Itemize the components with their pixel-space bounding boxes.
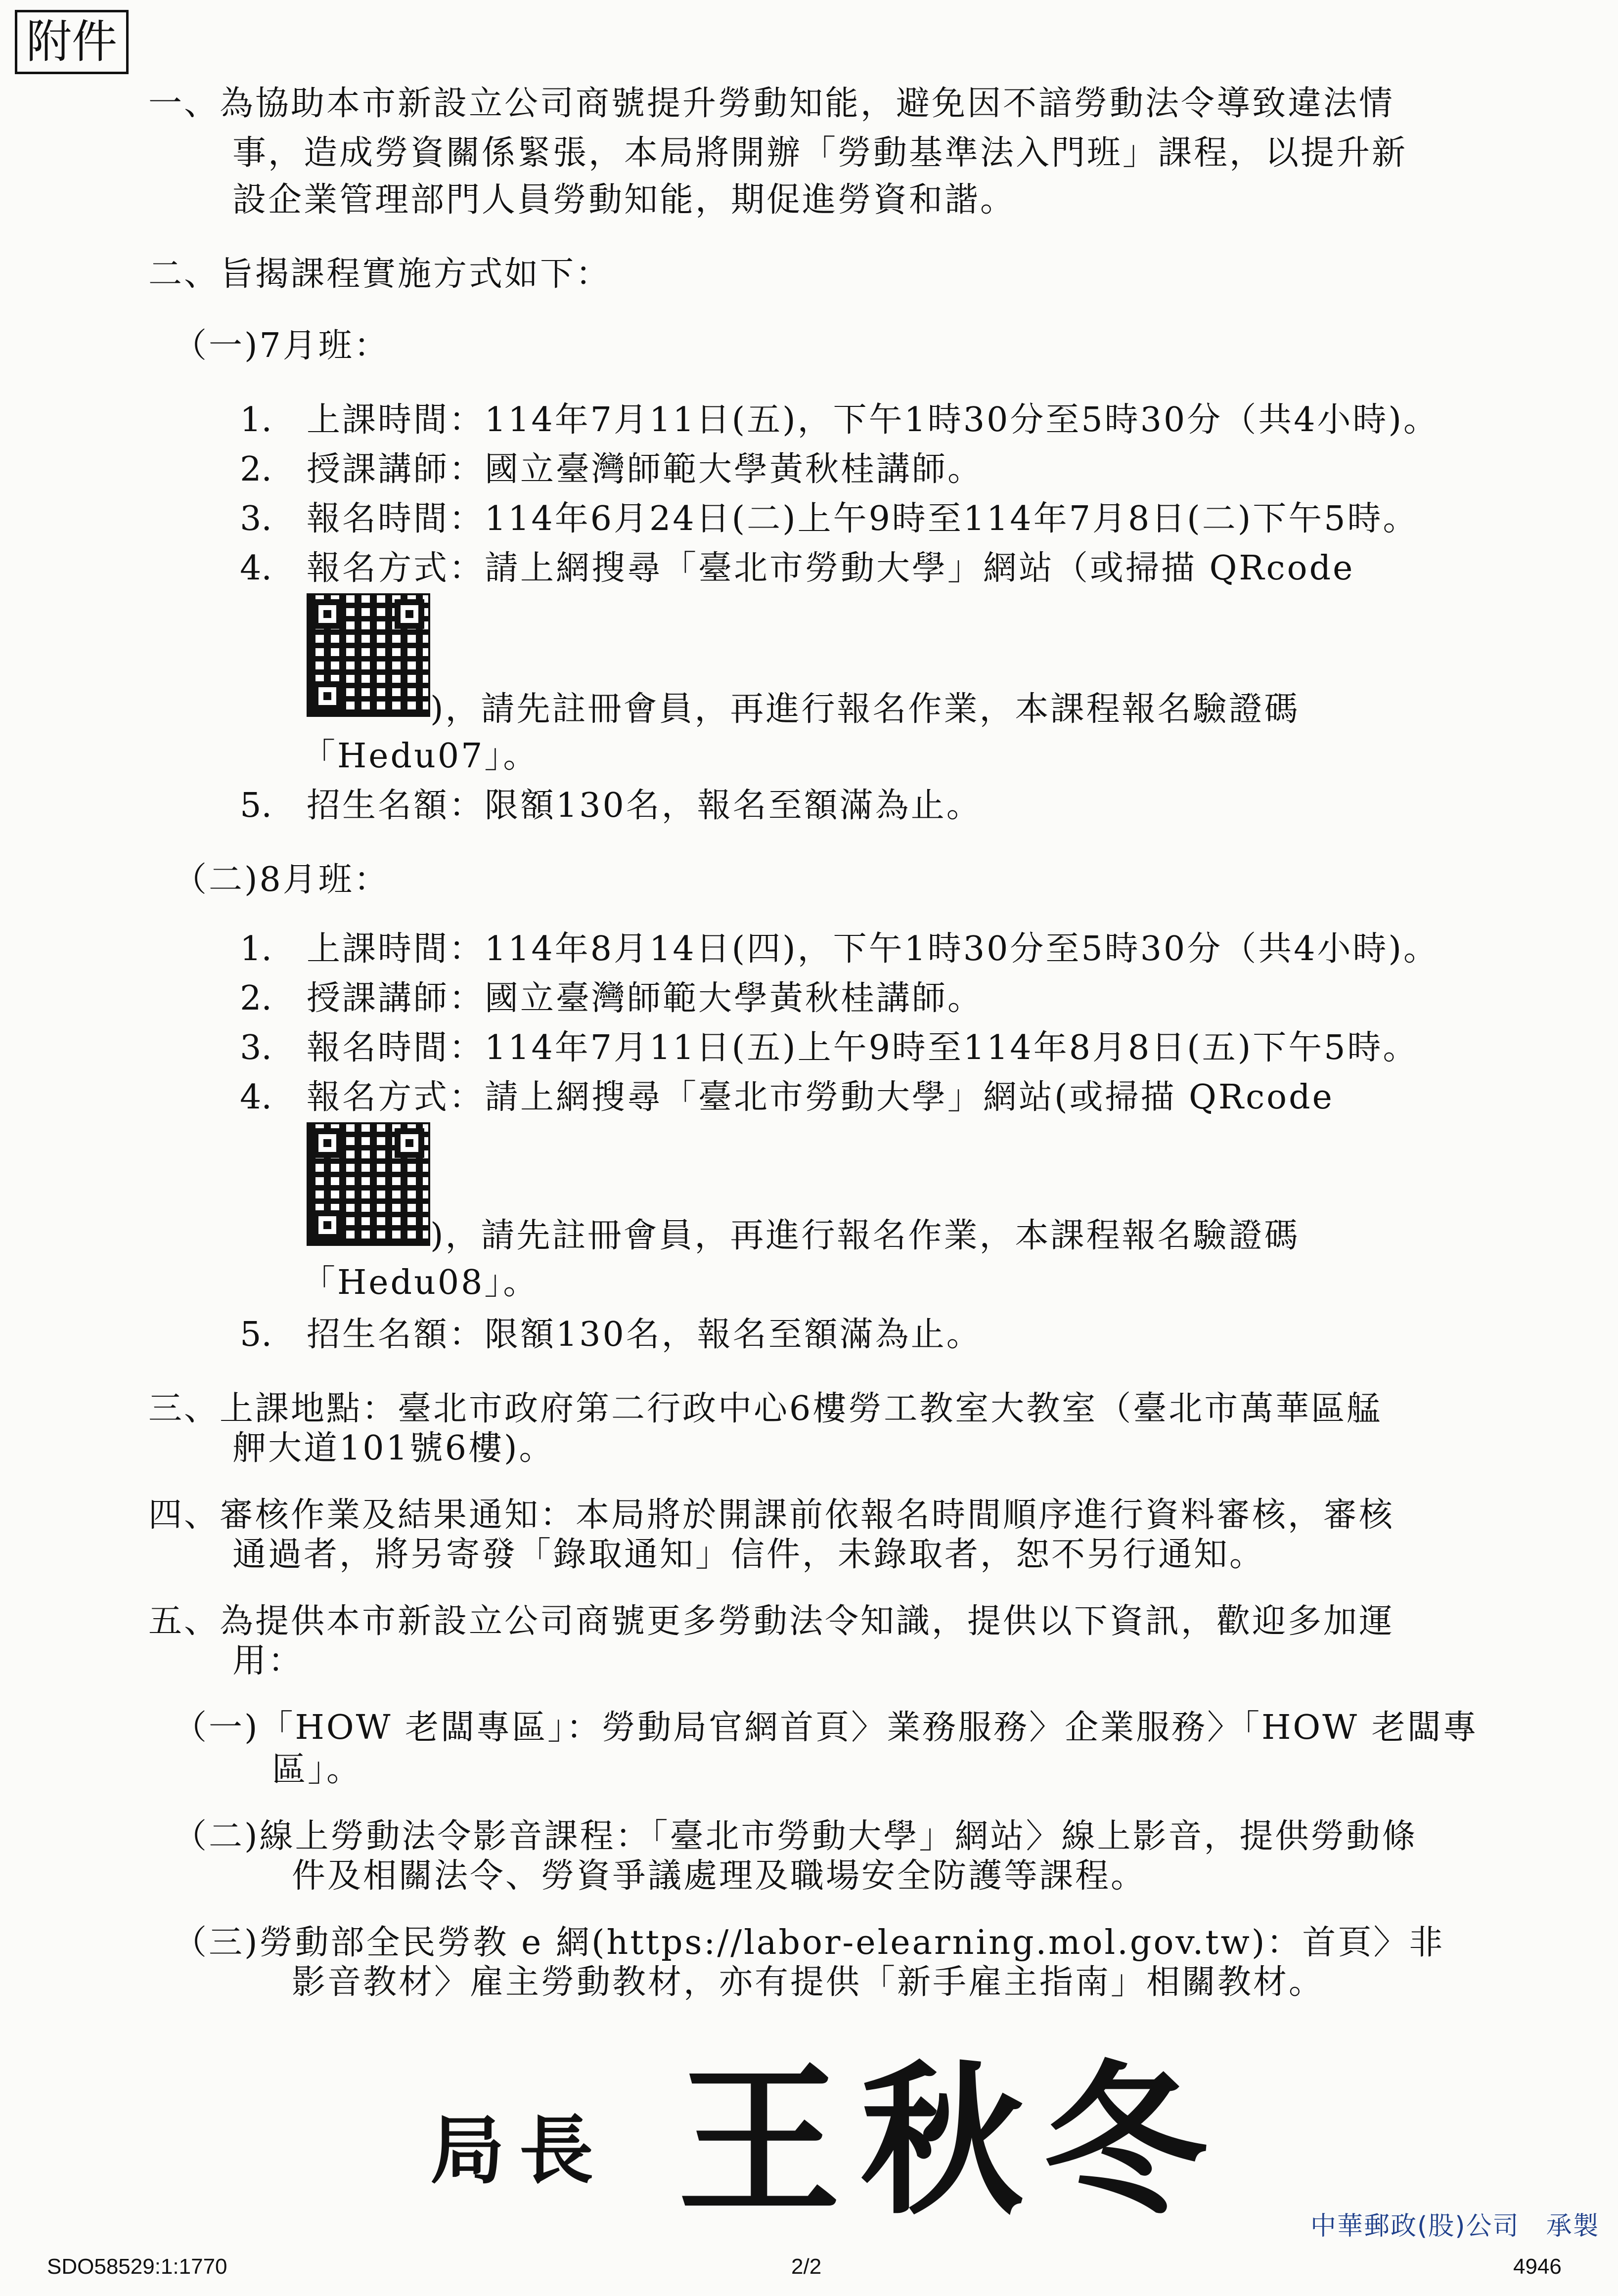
signature-title: 局長 [430, 2107, 609, 2194]
july-item-1-num: 1. [240, 400, 272, 440]
august-item-4: 報名方式：請上網搜尋「臺北市勞動大學」網站(或掃描 QRcode [307, 1078, 1334, 1117]
august-verification-code: 「Hedu08」。 [302, 1263, 539, 1302]
qr-finder [395, 1128, 424, 1158]
august-item-1-num: 1. [240, 929, 272, 969]
printer-credit: 中華郵政(股)公司 承製 [1310, 2211, 1600, 2241]
qr-finder [313, 599, 342, 629]
august-item-2: 授課講師：國立臺灣師範大學黃秋桂講師。 [307, 979, 984, 1018]
qr-finder [313, 681, 342, 711]
august-item-1: 上課時間：114年8月14日(四)，下午1時30分至5時30分（共4小時)。 [307, 929, 1439, 969]
july-heading: （一)7月班： [173, 326, 390, 365]
footer-code: 4946 [1513, 2254, 1562, 2279]
august-item-3: 報名時間：114年7月11日(五)上午9時至114年8月8日(五)下午5時。 [307, 1028, 1419, 1067]
s3-line-2: 舺大道101號6樓)。 [232, 1429, 555, 1468]
july-verification-code: 「Hedu07」。 [302, 737, 539, 776]
s2-heading: 二、旨揭課程實施方式如下： [148, 255, 612, 294]
document-serial: SDO58529:1:1770 [47, 2254, 227, 2279]
july-item-5-num: 5. [240, 786, 272, 825]
july-item-4-cont: )，請先註冊會員，再進行報名作業，本課程報名驗證碼 [430, 690, 1300, 729]
august-item-5: 招生名額：限額130名，報名至額滿為止。 [307, 1315, 982, 1354]
july-item-2-num: 2. [240, 450, 272, 489]
s5-sub2-line-2: 件及相關法令、勞資爭議處理及職場安全防護等課程。 [292, 1856, 1147, 1896]
attachment-label: 附件 [15, 10, 129, 74]
s4-line-2: 通過者，將另寄發「錄取通知」信件，未錄取者，恕不另行通知。 [232, 1535, 1265, 1574]
august-item-3-num: 3. [240, 1028, 272, 1067]
august-qrcode[interactable] [307, 1122, 430, 1246]
qr-finder [395, 599, 424, 629]
july-item-4: 報名方式：請上網搜尋「臺北市勞動大學」網站（或掃描 QRcode [307, 549, 1355, 588]
august-item-4-num: 4. [240, 1078, 272, 1117]
qr-finder [313, 1210, 342, 1240]
july-item-2: 授課講師：國立臺灣師範大學黃秋桂講師。 [307, 450, 984, 489]
s5-sub3-line-1: （三)勞動部全民勞教 e 網(https://labor-elearning.mol.gov.tw)：首頁〉非 [173, 1923, 1445, 1962]
august-item-2-num: 2. [240, 979, 272, 1018]
july-item-4-num: 4. [240, 549, 272, 588]
s5-sub3-line-2: 影音教材〉雇主勞動教材，亦有提供「新手雇主指南」相關教材。 [292, 1963, 1325, 2002]
s1-line-3: 設企業管理部門人員勞動知能，期促進勞資和諧。 [232, 180, 1016, 220]
s1-line-2: 事，造成勞資關係緊張，本局將開辦「勞動基準法入門班」課程，以提升新 [232, 133, 1408, 173]
july-item-1: 上課時間：114年7月11日(五)，下午1時30分至5時30分（共4小時)。 [307, 400, 1439, 440]
july-item-3: 報名時間：114年6月24日(二)上午9時至114年7月8日(二)下午5時。 [307, 499, 1419, 538]
s5-line-1: 五、為提供本市新設立公司商號更多勞動法令知識，提供以下資訊，歡迎多加運 [148, 1602, 1395, 1641]
july-qrcode[interactable] [307, 593, 430, 717]
page-number: 2/2 [791, 2254, 822, 2279]
august-heading: （二)8月班： [173, 860, 390, 899]
qr-finder [313, 1128, 342, 1158]
july-item-5: 招生名額：限額130名，報名至額滿為止。 [307, 786, 982, 825]
august-item-5-num: 5. [240, 1315, 272, 1354]
july-item-3-num: 3. [240, 499, 272, 538]
s5-sub1-line-1: （一)「HOW 老闆專區」：勞動局官網首頁〉業務服務〉企業服務〉「HOW 老闆專 [173, 1708, 1479, 1747]
s5-sub1-line-2: 區」。 [272, 1750, 362, 1789]
s4-line-1: 四、審核作業及結果通知：本局將於開課前依報名時間順序進行資料審核，審核 [148, 1496, 1395, 1535]
s5-line-2: 用： [232, 1641, 304, 1680]
s1-line-1: 一、為協助本市新設立公司商號提升勞動知能，避免因不諳勞動法令導致違法情 [148, 84, 1395, 123]
s3-line-1: 三、上課地點：臺北市政府第二行政中心6樓勞工教室大教室（臺北市萬華區艋 [148, 1389, 1383, 1428]
signature-name: 王秋冬 [677, 2045, 1226, 2237]
s5-sub2-line-1: （二)線上勞動法令影音課程：「臺北市勞動大學」網站〉線上影音，提供勞動條 [173, 1817, 1418, 1856]
august-item-4-cont: )，請先註冊會員，再進行報名作業，本課程報名驗證碼 [430, 1216, 1300, 1255]
